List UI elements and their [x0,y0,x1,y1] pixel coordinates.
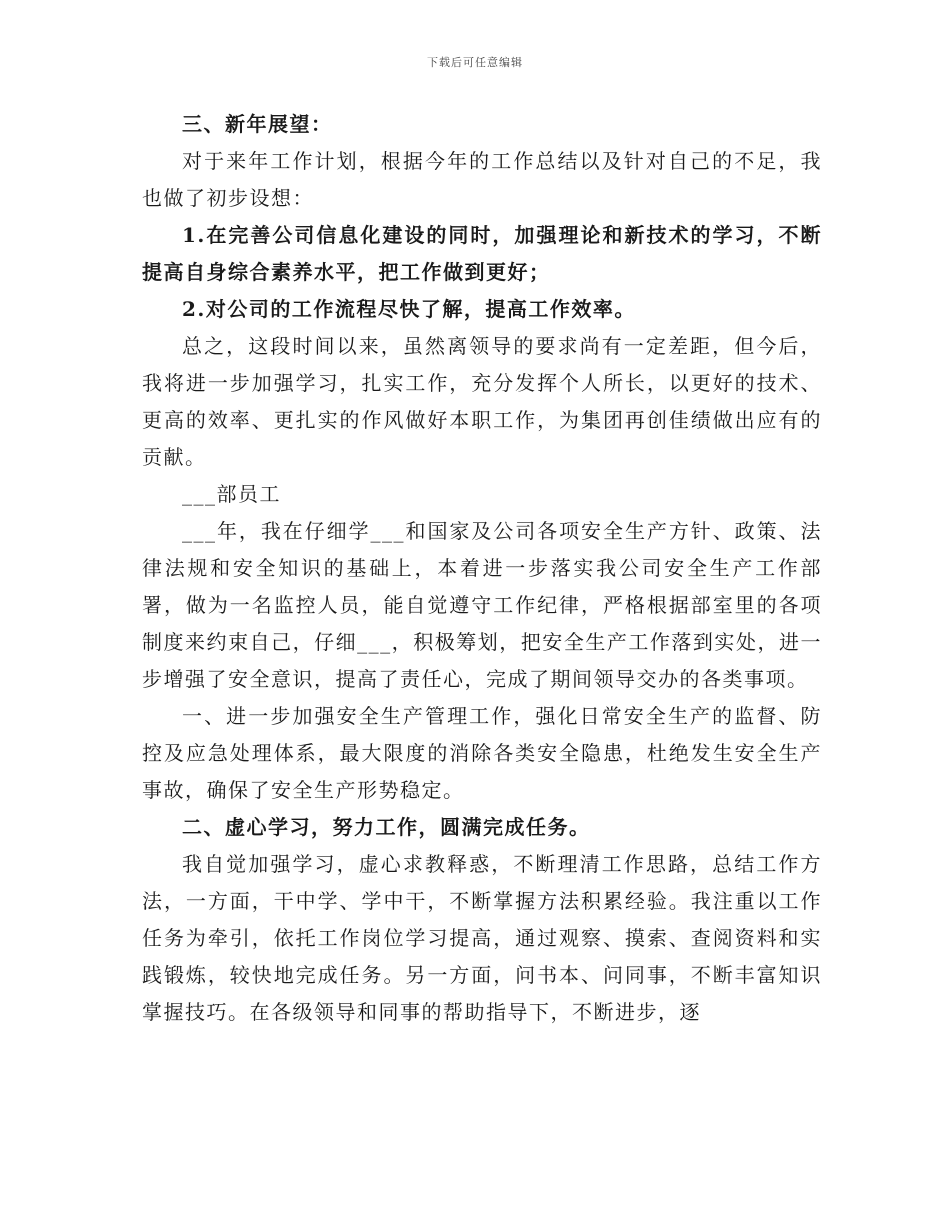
conclusion-paragraph: 总之，这段时间以来，虽然离领导的要求尚有一定差距，但今后，我将进一步加强学习，扎实工作，充分发挥个人所长，以更好的技术、更高的效率、更扎实的作风做好本职工作，为集团再创佳绩做出应有的贡献。 [142,334,822,469]
plan-item-2: 2.对公司的工作流程尽快了解，提高工作效率。 [182,297,636,321]
safety-intro-paragraph: ___年，我在仔细学___和国家及公司各项安全生产方针、政策、法律法规和安全知识的基础上，本着进一步落实我公司安全生产工作部署，做为一名监控人员，能自觉遵守工作纪律，严格根据部室里的各项制度来约束自己，仔细___，积极筹划，把安全生产工作落到实处，进一步增强了安全意识，提高了责任心，完成了期间领导交办的各类事项。 [142,519,822,691]
document-body [142,106,822,1031]
section-1-safety-paragraph: 一、进一步加强安全生产管理工作，强化日常安全生产的监督、防控及应急处理体系，最大限度的消除各类安全隐患，杜绝发生安全生产事故，确保了安全生产形势稳定。 [142,704,822,802]
plan-item-1: 1.在完善公司信息化建设的同时，加强理论和新技术的学习，不断提高自身综合素养水平，把工作做到更好； [142,223,822,284]
section-2-heading: 二、虚心学习，努力工作，圆满完成任务。 [182,815,591,839]
learning-paragraph: 我自觉加强学习，虚心求教释惑，不断理清工作思路，总结工作方法，一方面，干中学、学中干，不断掌握方法积累经验。我注重以工作任务为牵引，依托工作岗位学习提高，通过观察、摸索、查阅资料和实践锻炼，较快地完成任务。另一方面，问书本、问同事，不断丰富知识掌握技巧。在各级领导和同事的帮助指导下，不断进步，逐 [142,852,822,1024]
department-staff-line: ___部员工 [182,482,281,506]
plan-intro-paragraph: 对于来年工作计划，根据今年的工作总结以及针对自己的不足，我也做了初步设想： [142,149,822,210]
section-3-heading: 三、新年展望： [182,112,333,136]
page-header: 下载后可任意编辑 [427,56,523,69]
